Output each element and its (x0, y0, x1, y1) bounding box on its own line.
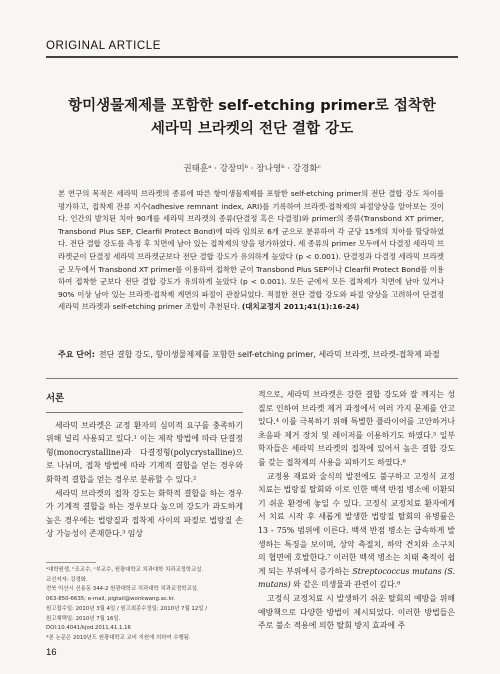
intro-paragraph-2: 세라믹 브라켓의 접착 강도는 화학적 결합을 하는 경우가 기계적 결합을 하는 경우보다 높으며 강도가 과도하게 높은 경우에는 법랑질과 접착제 사이의 파절로 법랑질 손상 가능성이 존재한다.³ 임상 (46, 488, 243, 539)
intro-heading: 서론 (46, 393, 65, 404)
intro-paragraph-1: 세라믹 브라켓은 교정 환자의 심미적 요구를 충족하기 위해 널리 사용되고 있다.¹ 이는 제작 방법에 따라 단결정형(monocrystalline)과 다결정형(polycrystalline)으로 나뉘며, 접착 방법에 따라 기계적 결합을 얻는 경우와 화학적 결합을 얻는 경우로 분류할 수 있다.² (46, 420, 243, 484)
species-name: Streptococcus mutans (S. mutans) (258, 566, 455, 590)
abstract-body: 본 연구의 목적은 세라믹 브라켓의 종류에 따른 항미생물제제를 포함한 self-etching primer의 전단 결합 강도 차이를 평가하고, 접착제 잔류 지수(adhesive remnant index, ARI)를 기록하여 브라켓-접착제의 파절양상을 알아보는 것이다. 인간의 발치된 치아 90개를 세라믹 브라켓의 종류(단결정 혹은 다결정)와 primer의 종류(Transbond XT primer, Transbond Plus SEP, Clearfil Protect Bond)에 따라 임의로 6개 군으로 분류하여 각 군당 15개의 치아를 할당하였다. 전단 결합 강도를 측정 후 치면에 남아 있는 접착제의 양을 평가하였다. 세 종류의 primer 모두에서 다결정 세라믹 브라켓군이 단결정 세라믹 브라켓군보다 전단 결합 강도가 유의하게 높았다 (p < 0.001). 단결정과 다결정 세라믹 브라켓군 모두에서 Transbond XT primer를 이용하여 접착한 군이 Transbond Plus SEP이나 Clearfil Protect Bond를 이용하여 접착한 군보다 전단 결합 강도가 유의하게 높았다 (p < 0.001). 모든 군에서 모든 접착제가 치면에 남아 있거나 90% 이상 남아 있는 브라켓-접착제 계면의 파절이 관찰되었다. 적절한 전단 결합 강도와 파절 양상을 고려하여 단결정 세라믹 브라켓과 self-etching primer 조합이 추천된다. (58, 189, 444, 312)
footnote-line: ᵃ대학원생, ᵇ조교수, ᶜ부교수, 원광대학교 치과대학 치과교정학교실. (46, 567, 204, 573)
right-column (258, 388, 455, 633)
body-paragraph-2 (258, 470, 455, 592)
title-line-2: 세라믹 브라켓의 전단 결합 강도 (150, 121, 354, 137)
body-paragraph-2-prefix: 교정용 재료와 술식의 발전에도 불구하고 고정식 교정치료는 법랑질 탈회와 이로 인한 백색 반점 병소에 이환되기 쉬운 환경에 놓일 수 있다. 고정식 교정치료 환자에게서 치료 시작 후 새롭게 발생한 법랑질 탈회의 유병률은 13 - 75% 범위에 이른다. 백색 반점 병소는 급속하게 발생하는 특징을 보이며, 상악 측절치, 하악 견치와 소구치의 협면에 호발한다.⁷ 이러한 백색 병소는 치태 축적이 쉽게 되는 부위에서 증가하는 (258, 471, 455, 576)
footnote-line: 원고채택일: 2010년 7월 16일. (46, 615, 121, 622)
footnote-line: 063-850-6635; e-mail, pigtail@wonkwang.ac.kr. (46, 596, 176, 603)
keywords-text: 전단 결합 강도, 항미생물제제를 포함한 self-etching primer, 세라믹 브라켓, 브라켓-접착제 파절 (98, 350, 440, 359)
footnote (46, 562, 246, 644)
keywords (58, 349, 448, 362)
footnote-line: DOI:10.4041/kjod.2011.41.1.16 (46, 625, 131, 632)
intro-heading-rule (46, 412, 243, 413)
body-paragraph-2-suffix: 와 같은 미생물과 관련이 깊다.⁸ (293, 580, 401, 590)
section-label: ORIGINAL ARTICLE (46, 40, 162, 52)
abstract-citation: (대치교정지 2011;41(1):16-24) (241, 302, 360, 312)
body-paragraph-3: 고정식 교정치료 시 발생하기 쉬운 탈회의 예방을 위해 예방책으로 다양한 방법이 제시되었다. 이러한 방법들은 주로 불소 적용에 의한 탈회 방지 효과에 주 (258, 593, 455, 631)
footnote-line: 원고접수일: 2010년 3월 4일 / 원고최종수정일: 2010년 7월 12일 / (46, 605, 208, 612)
abstract (58, 188, 444, 314)
header-rule (46, 56, 458, 58)
footnote-line: *본 논문은 2010년도 원광대학교 교비 지원에 의하여 수행됨. (46, 634, 191, 641)
abstract-bottom-rule (46, 378, 458, 379)
footnote-line: 전북 익산시 신용동 344-2 원광대학교 치과대학 치과교정학교실. (46, 586, 199, 593)
body-paragraph-1: 적으로, 세라믹 브라켓은 강한 결합 강도와 잘 깨지는 성질로 인하여 브라켓 제거 과정에서 여러 가지 문제를 안고 있다.⁴ 이를 극복하기 위해 특별한 플라이어를 고안하거나 초음파 제거 장치 및 레이저를 이용하기도 하였다.⁵ 일부 학자들은 세라믹 브라켓의 접착에 있어서 높은 결합 강도를 갖는 접착제의 사용을 피하기도 하였다.⁶ (258, 390, 455, 467)
title-line-1: 항미생물제제를 포함한 self-etching primer로 접착한 (68, 98, 436, 114)
footnote-line: 교신저자: 강경화. (46, 576, 88, 583)
footnote-rule (46, 562, 96, 563)
keywords-label: 주요 단어: (58, 350, 95, 359)
left-column (46, 392, 243, 541)
page-number: 16 (46, 647, 57, 658)
authors: 권태훈ᵃ · 강장미ᵇ · 장나영ᵇ · 강경화ᶜ (183, 164, 321, 174)
